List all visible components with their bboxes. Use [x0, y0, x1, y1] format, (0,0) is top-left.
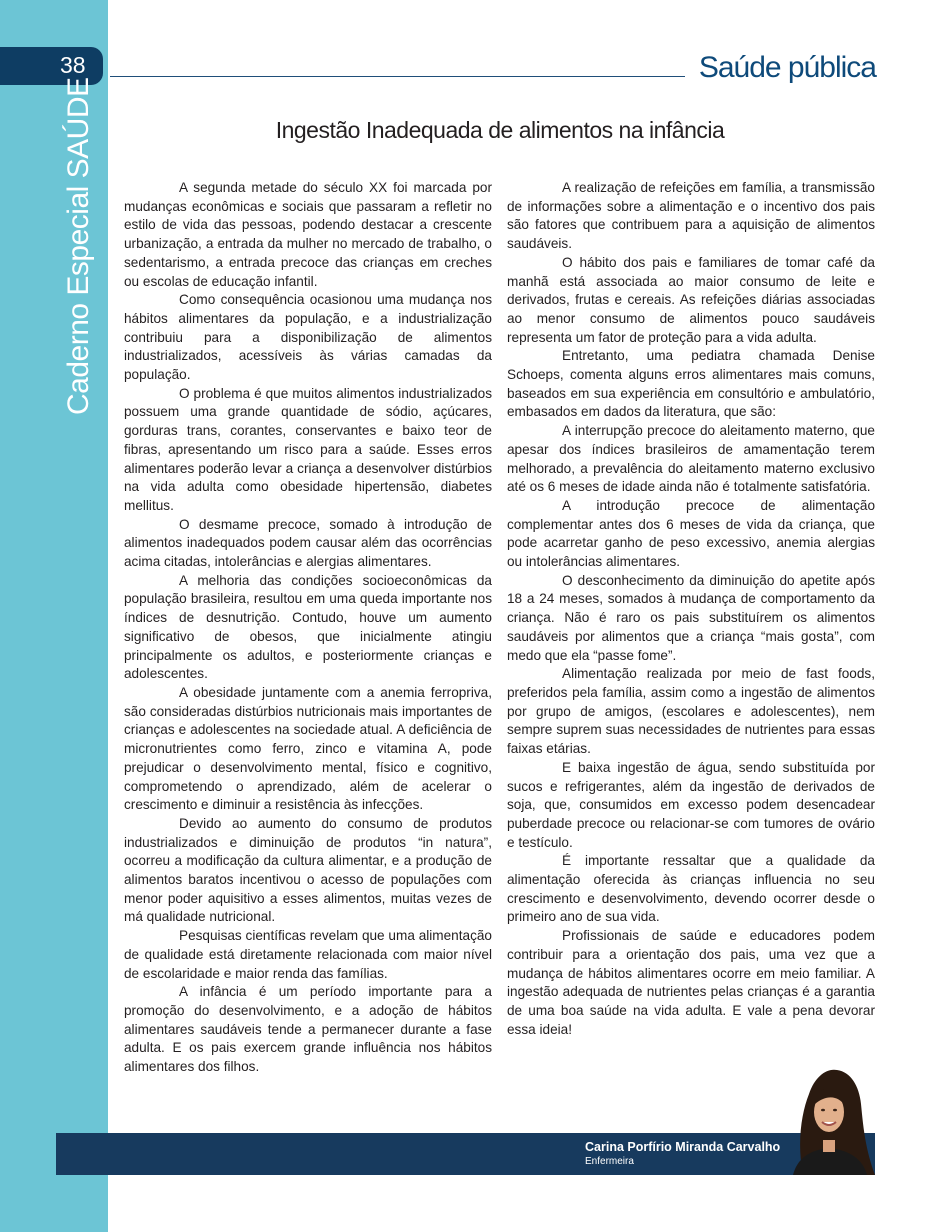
sidebar-title: Caderno Especial SAÚDE — [62, 77, 95, 415]
paragraph: O desconhecimento da diminuição do apetite após 18 a 24 meses, somados à mudança de comportamento da criança. Não é raro os pais substituírem os alimentos saudáveis por alimentos que a criança “mais gosta”, com medo que ela “passe fome”. — [507, 572, 875, 663]
paragraph: A realização de refeições em família, a transmissão de informações sobre a alimentação e o incentivo dos pais são fatores que contribuem para a aquisição de alimentos saudáveis. — [507, 180, 875, 252]
article-title: Ingestão Inadequada de alimentos na infância — [275, 117, 725, 143]
paragraph: Entretanto, uma pediatra chamada Denise Schoeps, comenta alguns erros alimentares mais comuns, baseados em sua experiência em consultório e ambulatório, embasados em dados da literatura, que são: — [507, 348, 875, 420]
paragraph: A interrupção precoce do aleitamento materno, que apesar dos índices brasileiros de amamentação terem melhorado, a prevalência do aleitamento materno exclusivo até os 6 meses de idade ainda não é totalmente satisfatória. — [507, 423, 875, 495]
left-column — [124, 179, 492, 1077]
paragraph: A melhoria das condições socioeconômicas da população brasileira, resultou em uma queda importante nos índices de desnutrição. Contudo, houve um aumento significativo de obesos, que inicialmente atingiu principalmente os adultos, e posteriormente crianças e adolescentes. — [124, 572, 492, 682]
header-rule — [110, 76, 685, 77]
paragraph: A obesidade juntamente com a anemia ferropriva, são consideradas distúrbios nutricionais mais importantes de crianças e adolescentes na sociedade atual. A deficiência de micronutrientes como ferro, zinco e vitamina A, pode prejudicar o desenvolvimento mental, físico e cognitivo, comprometendo o aprendizado, além de acelerar o crescimento e diminuir a resistência às infecções. — [124, 684, 492, 813]
paragraph: Como consequência ocasionou uma mudança nos hábitos alimentares da população, e a industrialização contribuiu para a disponibilização de alimentos industrializados, acessíveis às várias camadas da população. — [124, 292, 492, 383]
author-photo — [783, 1064, 875, 1175]
paragraph: Profissionais de saúde e educadores podem contribuir para a orientação dos pais, uma vez que a mudança de hábitos alimentares ocorre em meio familiar. A ingestão adequada de nutrientes pelas crianças é a garantia de uma boa saúde na vida adulta. E vale a pena devorar essa ideia! — [507, 928, 875, 1037]
author-name: Carina Porfírio Miranda Carvalho — [585, 1140, 781, 1154]
paragraph: O hábito dos pais e familiares de tomar café da manhã está associada ao maior consumo de leite e derivados, frutas e cereais. As refeições diárias associadas ao menor consumo de alimentos pouco saudáveis representa um fator de proteção para a vida adulta. — [507, 254, 875, 345]
paragraph: Alimentação realizada por meio de fast foods, preferidos pela família, assim como a ingestão de alimentos por grupo de amigos, (escolares e adolescentes), nem sempre suprem suas necessidades de nutrientes para essas faixas etárias. — [507, 666, 875, 757]
paragraph: A segunda metade do século XX foi marcada por mudanças econômicas e sociais que passaram a refletir no estilo de vida das pessoas, podendo destacar a crescente urbanização, a entrada da mulher no mercado de trabalho, o sedentarismo, a entrada precoce das crianças em creches ou escolas de educação infantil. — [124, 180, 492, 289]
paragraph: Pesquisas científicas revelam que uma alimentação de qualidade está diretamente relacionada com maior nível de escolaridade e maior renda das famílias. — [124, 928, 492, 981]
paragraph: O desmame precoce, somado à introdução de alimentos inadequados podem causar além das ocorrências acima citadas, intolerâncias e alergias alimentares. — [124, 516, 492, 570]
paragraph: É importante ressaltar que a qualidade da alimentação oferecida às crianças influencia no seu crescimento e desenvolvimento, devendo ocorrer desde o primeiro ano de sua vida. — [507, 853, 875, 925]
author-role: Enfermeira — [585, 1156, 634, 1167]
page-number: 38 — [60, 52, 86, 78]
paragraph: A introdução precoce de alimentação complementar antes dos 6 meses de vida da criança, que pode acarretar ganho de peso excessivo, anemia alergias ou intolerâncias alimentares. — [507, 497, 875, 570]
right-column — [507, 179, 875, 1039]
paragraph: E baixa ingestão de água, sendo substituída por sucos e refrigerantes, além da ingestão de derivados de soja, que, consumidos em excesso podem desencadear puberdade precoce ou relacionar-se com tumores de ovário e testículo. — [507, 759, 875, 850]
paragraph: Devido ao aumento do consumo de produtos industrializados e diminuição de produtos “in natura”, ocorreu a modificação da cultura alimentar, e a produção de alimentos baratos incentivou o acesso de populações com menor poder aquisitivo a esses alimentos, muitas vezes de má qualidade nutricional. — [124, 815, 492, 925]
paragraph: A infância é um período importante para a promoção do desenvolvimento, e a adoção de hábitos alimentares saudáveis tende a permanecer durante a fase adulta. E os pais exercem grande influência nos hábitos alimentares dos filhos. — [124, 984, 492, 1075]
section-title: Saúde pública — [698, 51, 876, 84]
paragraph: O problema é que muitos alimentos industrializados possuem uma grande quantidade de sódio, açúcares, gorduras trans, corantes, conservantes e baixo teor de fibras, apresentando um risco para a saúde. Esses erros alimentares poderão levar a criança a desenvolver distúrbios na vida adulta como obesidade hipertensão, diabetes mellitus. — [124, 385, 492, 513]
